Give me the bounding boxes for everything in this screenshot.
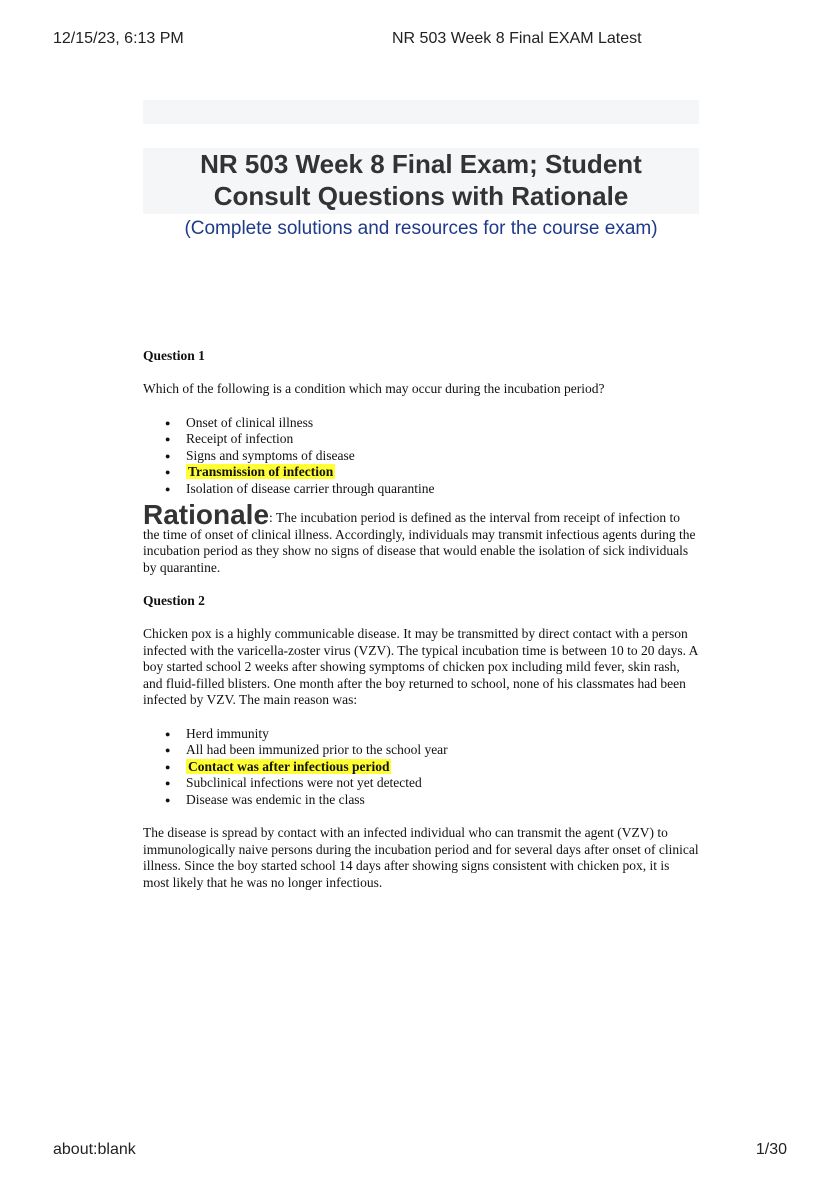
rationale-label: Rationale <box>143 499 270 530</box>
title-line-2: Consult Questions with Rationale <box>213 181 629 211</box>
print-url: about:blank <box>53 1141 136 1158</box>
top-band <box>143 100 699 124</box>
page-number: 1/30 <box>755 1141 787 1158</box>
question-1-heading: Question 1 <box>143 348 205 363</box>
question-2-heading: Question 2 <box>143 593 205 608</box>
question-1-options <box>143 415 699 498</box>
q1-option: ● Signs and symptoms of disease <box>143 448 699 465</box>
q2-option: ● Subclinical infections were not yet detected <box>143 775 699 792</box>
print-datetime: 12/15/23, 6:13 PM <box>53 30 184 47</box>
q1-option: ● Onset of clinical illness <box>143 415 699 432</box>
subtitle: (Complete solutions and resources for the course exam) <box>184 218 658 239</box>
question-1-text: Which of the following is a condition which may occur during the incubation period? <box>143 381 605 396</box>
q2-option: ● Herd immunity <box>143 726 699 743</box>
q1-option: ● Isolation of disease carrier through quarantine <box>143 481 699 498</box>
title-line-1: NR 503 Week 8 Final Exam; Student <box>200 149 642 179</box>
q1-option-correct: ● Transmission of infection <box>143 464 699 481</box>
print-document-title: NR 503 Week 8 Final EXAM Latest <box>392 30 642 47</box>
question-2-rationale: The disease is spread by contact with an infected individual who can transmit the agent (VZV) to immunologically naive persons during the incubation period and for several days after onset of clinical illness. Since the boy started school 14 days after showing signs consistent with chicken pox, it is most likely that he was no longer infectious. <box>143 825 699 890</box>
q2-option: ● Disease was endemic in the class <box>143 792 699 809</box>
question-2-text: Chicken pox is a highly communicable disease. It may be transmitted by direct contact with a person infected with the varicella-zoster virus (VZV). The typical incubation time is between 10 to 20 days. A boy started school 2 weeks after showing symptoms of chicken pox including mild fever, skin rash, and fluid-filled blisters. One month after the boy returned to school, none of his classmates had been infected by VZV. The main reason was: <box>143 626 698 707</box>
q2-option-correct: ● Contact was after infectious period <box>143 759 699 776</box>
page-content <box>143 100 699 891</box>
q2-option: ● All had been immunized prior to the school year <box>143 742 699 759</box>
question-1-rationale: Rationale: The incubation period is defined as the interval from receipt of infection to the time of onset of clinical illness. Accordingly, individuals may transmit infectious agents during the incubation period as they show no signs of disease that would enable the isolation of sick individuals by quarantine. <box>143 499 696 575</box>
question-2-options <box>143 726 699 809</box>
title-box <box>143 148 699 214</box>
q1-option: ● Receipt of infection <box>143 431 699 448</box>
